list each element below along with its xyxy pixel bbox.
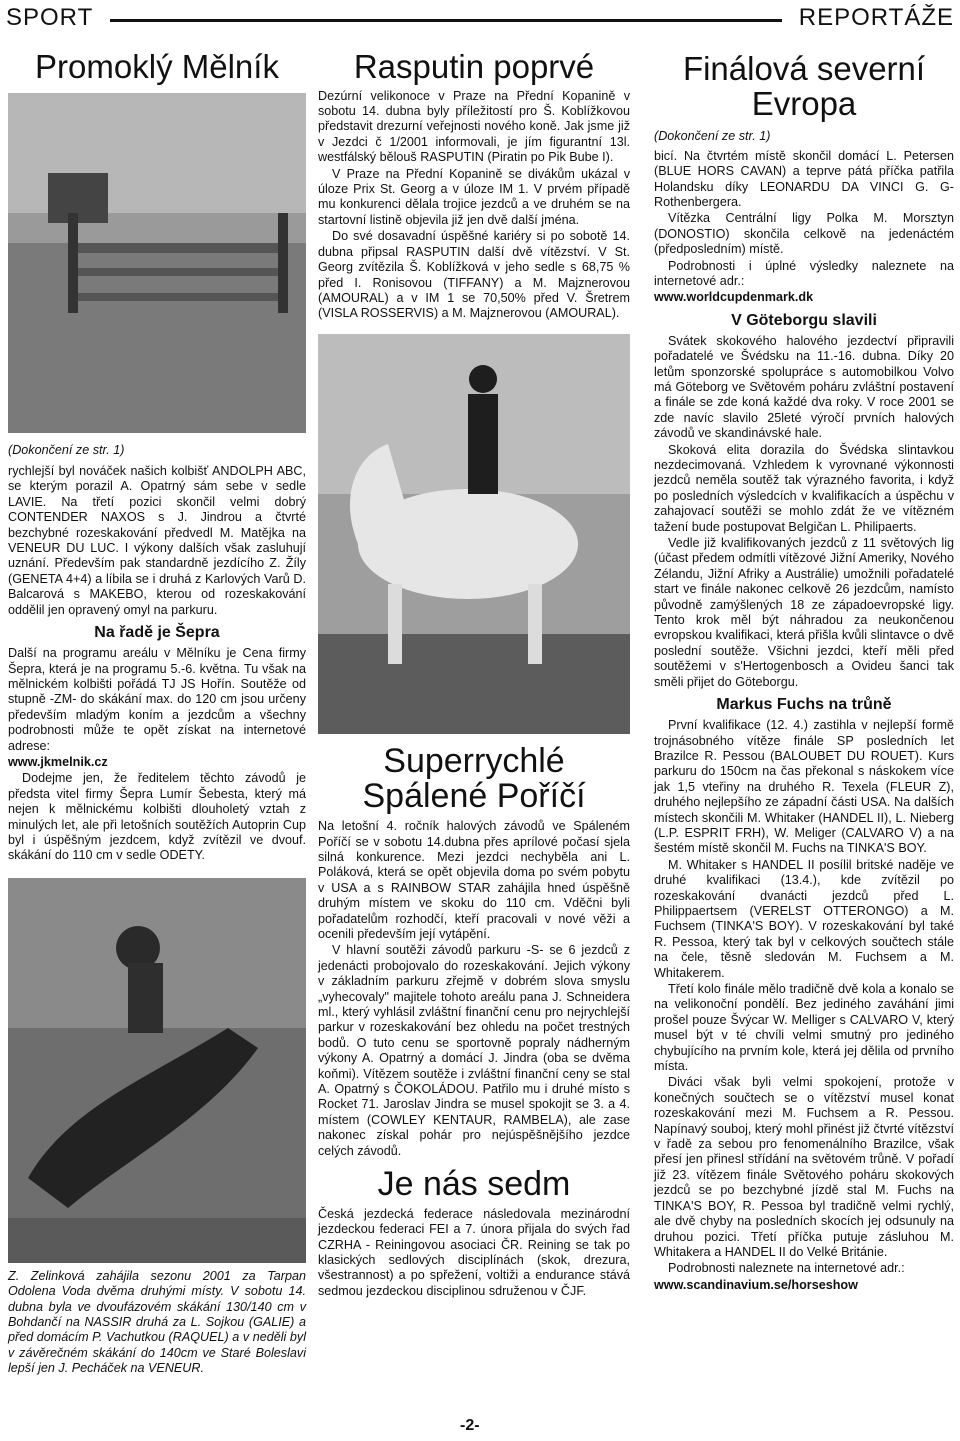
subheading-sepra: Na řadě je Šepra [94, 624, 220, 642]
paragraph: bicí. Na čtvrtém místě skončil domácí L. Petersen (BLUE HORS CAVAN) a teprve pátá příčka patřila Holandsku díky LEONARDU DA VINCI G. G-Rothenbergera. [654, 148, 954, 209]
page-number: -2- [460, 1417, 480, 1434]
paragraph: M. Whitaker s HANDEL II posílil britské naděje ve druhé kvalifikaci (13.4.), kde zvítězil po rozeskakování dvanácti jezdců před L. Philippaertsem (VERELST OTTERONGO) a M. Fuchsem (TINKA'S BOY). V rozeskakování byl také R. Pessoa, který tak byl v celkových součtech stále na čele, těsně sledován M. Fuchsem a M. Whitakerem. [654, 857, 954, 980]
paragraph: Do své dosavadní úspěšné kariéry si po sobotě 14. dubna připsal RASPUTIN další dvě vítězství. V St. Georg zvítězila Š. Koblížková v jeho sedle s 68,75 % před I. Ronisovou (TIFFANY) a M. Majznerovou (AMOURAL) a v IM 1 se 70,50% před V. Šretrem (VISLA ROSSERVIS) a M. Majznerovou (AMOURAL). [318, 229, 630, 321]
paragraph: Svátek skokového halového jezdectví připravili pořadatelé ve Švédsku na 11.-16. dubna. Díky 20 letům sponzorské spolupráce s automobilkou Volvo má Göteborg ve Světovém poháru zvláštní postavení a finále se zde koná každé dva roky. V roce 2001 se zde navíc slavilo 25leté výročí prvních halových závodů ve skandinávské hale. [654, 333, 954, 441]
link-worldcupdenmark[interactable]: www.worldcupdenmark.dk [654, 290, 814, 305]
article-column-rasputin [318, 42, 630, 1300]
headline-je-nas-sedm: Je nás sedm [377, 1165, 571, 1204]
photo-caption: Z. Zelinková zahájila sezonu 2001 za Tarpan Odolena Voda dvěma druhými místy. V sobotu 14. dubna byla ve dvoufázovém skákání 130/140 cm v Bohdančí na NASSIR druhá za L. Sojkou (GALIE) a před domácím P. Vachutkou (RAQUEL) a v neděli byl v závěrečném skákání do 140cm ve Staré Boleslavi lepší jen J. Pecháček na VENEUR. [8, 1268, 306, 1376]
paragraph: V hlavní soutěži závodů parkuru -S- se 6 jezdců z jedenácti probojovalo do rozeskakování. Jejich výkony v základním parkuru zřejmě v dobrém slova smyslu „vyhecovaly" majitele tohoto areálu pana J. Schneidera ml., který vyhlásil zvláštní finanční cenu pro nejrychlejší parkur v rozeskakování bez ohledu na počet trestných bodů. O tuto cenu se sportovně popraly nádherným výkony A. Opatrný a domácí J. Jindra (oba se dvěma koňmi). Vítězem soutěže i zvláštní finanční ceny se stal A. Opatrný s ČOKOLÁDOU. Patřilo mu i druhé místo s Rocket 71. Jaroslav Jindra se musel spokojit se 3. a 4. místem (COWLEY KENTAUR, RAMBELA), ale zase nakonec získal pohár pro nejúspěšnějšího jezdce celých závodů. [318, 943, 630, 1158]
paragraph: Na letošní 4. ročník halových závodů ve Spáleném Poříčí se v sobotu 14.dubna přes aprílové počasí sjela silná konkurence. Mezi jezdci nechyběla ani L. Poláková, která se opět objevila doma po svém pobytu v USA a s RAINBOW STAR zahájila hned úspěšně druhým místem ve skoku do 110 cm. Vděčni byli pořadatelům rozhodčí, kteří pracovali v nové věži a ocenili především její vytápění. [318, 819, 630, 941]
paragraph: Vedle již kvalifikovaných jezdců z 11 světových lig (účast předem odmítli vítězové Jižní Ameriky, Nového Zélandu, Jižní Afriky a Austrálie) umožnili pořadatelé start ve finále nakonec celkově 26 jezdcům, namísto původně zamýšlených 18 ze západoevropské ligy. Tento krok měl být náhradou za neukončenou evropskou kvalifikaci, která přišla kvůli slintavce o dvě poslední soutěže. Všichni jezdci, kteří měli před soutěžemi v s'Hertogenbosch a Ovideu šanci tak směli přijet do Göteborgu. [654, 536, 954, 689]
continuation-note: (Dokončení ze str. 1) [654, 129, 771, 144]
continuation-note: (Dokončení ze str. 1) [8, 442, 125, 457]
link-jkmelnik[interactable]: www.jkmelnik.cz [8, 754, 108, 769]
paragraph: Další na programu areálu v Mělníku je Cena firmy Šepra, která je na programu 5.-6. května. Tu však na mělnickém kolbišti pořádá TJ JS Hořín. Soutěže od stupně -ZM- do skákání max. do 120 cm jsou určeny především mladým koním a jezdcům a všechny podrobnosti může te opět získat na internetové adrese: [8, 646, 306, 753]
paragraph: Podrobnosti i úplné výsledky naleznete na internetové adr.: [654, 258, 954, 288]
paragraph: Podrobnosti naleznete na internetové adr.: [668, 1261, 905, 1276]
section-label-reportaze: REPORTÁŽE [798, 4, 954, 31]
paragraph: Česká jezdecká federace následovala mezinárodní jezdeckou federaci FEI a 7. února přijala do svých řad CZRHA - Reiningovou asociaci ČR. Reining se tak po klasických sedlových disciplínách (skok, drezura, všestrannost) a po spřežení, voltiži a endurance stává sedmou jezdeckou disciplinou sdruženou v ČJF. [318, 1206, 630, 1298]
subheading-goteborg: V Göteborgu slavili [731, 311, 877, 329]
photo-show-jumping-arena [8, 93, 306, 433]
section-label-sport: SPORT [6, 4, 94, 31]
page-header [0, 0, 960, 40]
article-column-melnik [8, 42, 306, 1378]
paragraph: Skoková elita dorazila do Švédska slintavkou nezdecimovaná. Vzhledem k vyrovnané výkonnosti jezdců neměla soutěž tak výrazného favorita, i když po posledních výsledcích v kvalifikacích a úspěchu v zahajovací soutěži se mohlo zdát že ve vítězném tažení bude postupovat Belgičan L. Philipaerts. [654, 442, 954, 534]
paragraph: rychlejší byl nováček našich kolbišť ANDOLPH ABC, se kterým porazil A. Opatrný sám sebe v sedle LAVIE. Na třetí pozici skončil velmi dobrý CONTENDER NAXOS s J. Jindrou a čtvrté bezchybné rozeskakování předvedl M. Matějka na VENEUR DU LUC. I výkony dalších však zasluhují uznání. Především pak standardně jezdícího Z. Žíly (GENETA 4+4) a líbila se i druhá z Karlových Varů D. Balcarová s MAKEBO, kterou od rozeskakování oddělil jen opravený omyl na parkuru. [8, 464, 306, 617]
paragraph: Diváci však byli velmi spokojení, protože v konečných součtech se o vítězství musel konat rozeskakování mezi M. Fuchsem a R. Pessou. Napínavý souboj, který mohl přinést již čtvrté vítězství v řadě za sebou pro fenomenálního Brazilce, však přesí jen přinesl střídání na světovém trůně. V pořadí již 23. vítězem finále Světového poháru skokových jezdců se po bezchybné jízdě stal M. Fuchs na TINKA'S BOY, R. Pessoa byl tradičně velmi rychlý, ale dvě chyby na posledních skocích jej odsunuly na druhou pozici. Třetí příčka putuje zásluhou M. Whitakera a HANDEL II do Velké Británie. [654, 1075, 954, 1259]
link-scandinavium[interactable]: www.scandinavium.se/horseshow [654, 1277, 858, 1292]
subheading-markus-fuchs: Markus Fuchs na trůně [716, 696, 892, 714]
paragraph: Třetí kolo finále mělo tradičně dvě kola a konalo se na velikonoční pondělí. Bez jediného zaváhání jimi prošel pouze Švýcar W. Melliger s CALVARO V, který musel být v té chvíli velmi smutný pro jediného chybujícího na prvním kole, která jej dělila od prvního místa. [654, 982, 954, 1074]
headline-rasputin: Rasputin poprvé [353, 48, 595, 85]
headline-melnik: Promoklý Mělník [35, 48, 279, 85]
paragraph: V Praze na Přední Kopanině se divákům ukázal v úloze Prix St. Georg a v úloze IM 1. V prvém případě mu konkurenci dělala trojice jezdců a ve druhém se na startovní listině objevila již jen dvě další jména. [318, 166, 630, 227]
photo-dressage-rider-white-horse [318, 334, 630, 734]
paragraph: Dezúrní velikonoce v Praze na Přední Kopanině v sobotu 14. dubna byly příležitostí pro Š. Koblížkovou představit drezurní veřejnosti nového koně. Jak jsme již v Jezdci č 1/2001 informovali, je jím figurantní 13l. westfálský bělouš RASPUTIN (Piratin po Pik Bube I). [318, 88, 630, 165]
article-column-finale [654, 42, 954, 1294]
paragraph: Dodejme jen, že ředitelem těchto závodů je předsta vitel firmy Šepra Lumír Šebesta, který má nejen k mělnickému kolbišti dlouholetý vztah z minulých let, ale při letošních soutěžích Autoprin Cup byl i úspěšným jezdcem, když zvítězil ve dvouf. skákání do 110 cm v sedle ODETY. [8, 771, 306, 863]
headline-superrychle: Superrychlé Spálené Poříčí [362, 741, 586, 816]
photo-rider-jumping [8, 878, 306, 1263]
paragraph: První kvalifikace (12. 4.) zastihla v nejlepší formě trojnásobného vítěze finále SP posledních let Brazilce R. Pessou (BALOUBET DU ROUET). Kurs parkuru do 150cm na čas překonal s náskokem více jak 1,5 vteřiny na druhého R. Texela (FLEUR Z), druhého nejlepšího ze západní části USA. Na dalších místech skončili M. Whitaker (HANDEL II), L. Nieberg (L.P. ESPRIT FRH), W. Meliger (CALVARO V) a na šestém místě skončil M. Fuchs na TINKA'S BOY. [654, 718, 954, 856]
paragraph: Vítězka Centrální ligy Polka M. Morsztyn (DONOSTIO) skončila celkově na jedenáctém (předposledním) místě. [654, 211, 954, 257]
headline-finalova-severni-evropa: Finálová severní Evropa [682, 50, 926, 122]
header-rule [110, 19, 782, 22]
